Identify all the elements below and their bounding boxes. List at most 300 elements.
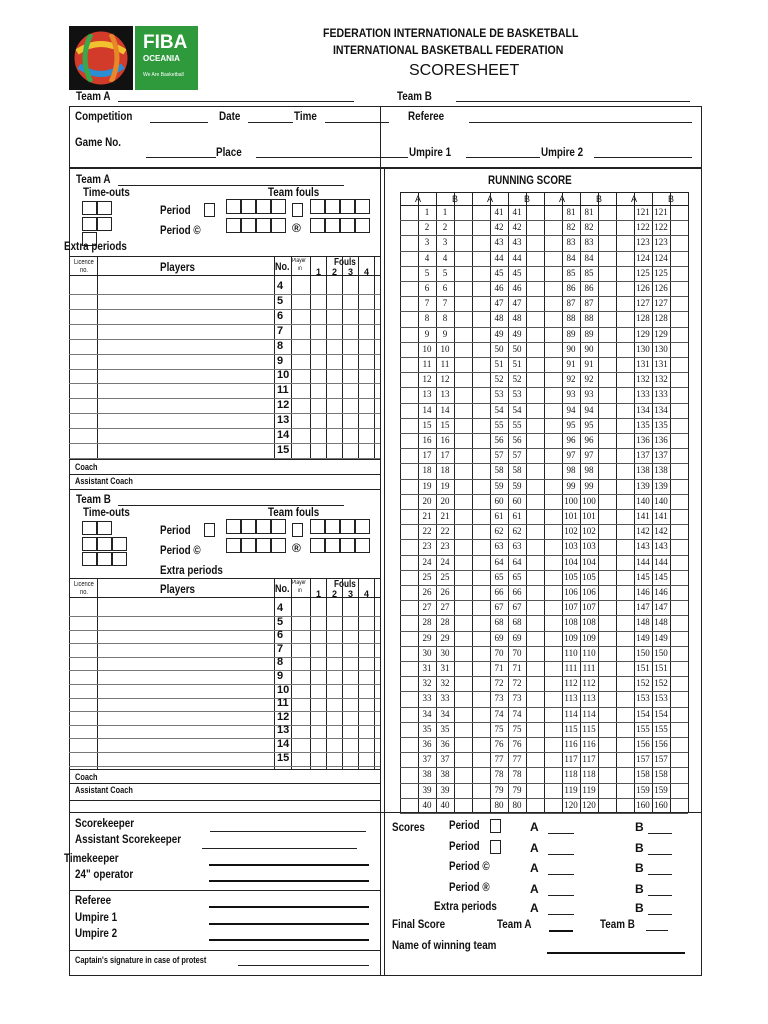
score-cell-a[interactable]: 91 [566, 359, 576, 369]
score-cell-a[interactable]: 150 [636, 647, 650, 658]
score-cell-b[interactable]: 142 [654, 526, 668, 537]
score-cell-b[interactable]: 127 [654, 298, 668, 309]
timeout-box[interactable] [97, 552, 112, 566]
score-cell-b[interactable]: 77 [512, 754, 522, 765]
score-cell-b[interactable]: 82 [584, 222, 594, 233]
score-cell-b[interactable]: 145 [654, 571, 668, 582]
score-cell-a[interactable]: 76 [494, 739, 504, 749]
score-cell-a[interactable]: 77 [494, 754, 504, 765]
score-cell-b[interactable]: 19 [440, 480, 450, 491]
score-cell-b[interactable]: 44 [512, 252, 522, 263]
score-cell-b[interactable]: 154 [654, 708, 668, 719]
score-cell-a[interactable]: 156 [636, 739, 650, 749]
score-cell-a[interactable]: 39 [422, 784, 432, 795]
score-cell-b[interactable]: 157 [654, 754, 668, 765]
score-cell-a[interactable]: 116 [564, 739, 578, 749]
score-cell-b[interactable]: 73 [512, 693, 522, 704]
score-cell-a[interactable]: 122 [636, 222, 650, 233]
score-cell-a[interactable]: 117 [564, 754, 578, 765]
score-cell-b[interactable]: 37 [440, 754, 450, 765]
score-cell-a[interactable]: 158 [636, 769, 650, 780]
score-cell-a[interactable]: 80 [494, 799, 504, 810]
score-cell-b[interactable]: 78 [512, 769, 522, 780]
score-cell-b[interactable]: 51 [512, 359, 522, 369]
score-cell-a[interactable]: 105 [564, 571, 578, 582]
score-cell-b[interactable]: 129 [654, 328, 668, 339]
score-cell-b[interactable]: 150 [654, 647, 668, 658]
timeout-box[interactable] [97, 521, 112, 535]
score-cell-b[interactable]: 84 [584, 252, 594, 263]
score-cell-b[interactable]: 121 [654, 207, 668, 217]
timeout-box[interactable] [97, 217, 112, 231]
score-cell-b[interactable]: 34 [440, 708, 450, 719]
score-cell-a[interactable]: 65 [494, 571, 504, 582]
score-cell-a[interactable]: 5 [424, 267, 430, 278]
score-cell-b[interactable]: 12 [440, 374, 450, 385]
score-cell-a[interactable]: 66 [494, 587, 504, 597]
score-cell-b[interactable]: 13 [440, 389, 450, 400]
score-cell-a[interactable]: 19 [422, 480, 432, 491]
score-cell-a[interactable]: 72 [494, 678, 504, 689]
team-foul-box[interactable] [241, 519, 256, 534]
score-cell-b[interactable]: 88 [584, 313, 594, 324]
score-cell-b[interactable]: 61 [512, 511, 522, 521]
score-cell-a[interactable]: 130 [636, 343, 650, 354]
score-cell-b[interactable]: 124 [654, 252, 668, 263]
score-cell-b[interactable]: 38 [440, 769, 450, 780]
score-cell-a[interactable]: 137 [636, 450, 650, 461]
score-cell-a[interactable]: 49 [494, 328, 504, 339]
score-cell-b[interactable]: 148 [654, 617, 668, 628]
score-cell-a[interactable]: 90 [566, 343, 576, 354]
score-cell-a[interactable]: 93 [566, 389, 576, 400]
score-cell-a[interactable]: 125 [636, 267, 650, 278]
score-cell-b[interactable]: 122 [654, 222, 668, 233]
score-cell-b[interactable]: 60 [512, 495, 522, 506]
score-cell-a[interactable]: 104 [564, 556, 578, 567]
score-cell-a[interactable]: 152 [636, 678, 650, 689]
score-cell-a[interactable]: 59 [494, 480, 504, 491]
score-cell-b[interactable]: 105 [582, 571, 596, 582]
timeout-box[interactable] [112, 552, 127, 566]
score-cell-b[interactable]: 71 [512, 663, 522, 673]
score-cell-b[interactable]: 91 [584, 359, 594, 369]
team-foul-box[interactable] [241, 538, 256, 553]
score-cell-a[interactable]: 126 [636, 283, 650, 293]
score-cell-a[interactable]: 56 [494, 435, 504, 445]
score-cell-b[interactable]: 57 [512, 450, 522, 461]
score-cell-b[interactable]: 76 [512, 739, 522, 749]
score-cell-b[interactable]: 63 [512, 541, 522, 552]
score-cell-b[interactable]: 130 [654, 343, 668, 354]
period-box[interactable] [490, 819, 501, 833]
score-cell-b[interactable]: 153 [654, 693, 668, 704]
score-cell-a[interactable]: 2 [424, 222, 430, 233]
score-cell-b[interactable]: 112 [582, 678, 596, 689]
score-cell-a[interactable]: 121 [636, 207, 650, 217]
score-cell-b[interactable]: 56 [512, 435, 522, 445]
timeout-box[interactable] [97, 537, 112, 551]
score-cell-b[interactable]: 3 [442, 237, 448, 248]
score-cell-b[interactable]: 146 [654, 587, 668, 597]
score-cell-a[interactable]: 159 [636, 784, 650, 795]
team-foul-box[interactable] [310, 519, 325, 534]
score-cell-b[interactable]: 97 [584, 450, 594, 461]
score-cell-a[interactable]: 44 [494, 252, 504, 263]
score-cell-b[interactable]: 92 [584, 374, 594, 385]
score-cell-b[interactable]: 50 [512, 343, 522, 354]
score-cell-b[interactable]: 33 [440, 693, 450, 704]
score-cell-a[interactable]: 60 [494, 495, 504, 506]
score-cell-a[interactable]: 113 [564, 693, 578, 704]
score-cell-a[interactable]: 8 [424, 313, 430, 324]
score-cell-a[interactable]: 96 [566, 435, 576, 445]
score-cell-a[interactable]: 108 [564, 617, 578, 628]
score-cell-a[interactable]: 15 [422, 419, 432, 430]
team-foul-box[interactable] [226, 218, 241, 233]
score-cell-b[interactable]: 128 [654, 313, 668, 324]
timeout-box[interactable] [82, 521, 97, 535]
team-foul-box[interactable] [241, 199, 256, 214]
score-cell-a[interactable]: 40 [422, 799, 432, 810]
team-foul-box[interactable] [355, 519, 370, 534]
score-cell-a[interactable]: 73 [494, 693, 504, 704]
team-foul-box[interactable] [271, 218, 286, 233]
score-cell-a[interactable]: 10 [422, 343, 432, 354]
score-cell-a[interactable]: 4 [424, 252, 430, 263]
score-cell-b[interactable]: 55 [512, 419, 522, 430]
score-cell-b[interactable]: 141 [654, 511, 668, 521]
score-cell-a[interactable]: 11 [422, 359, 432, 369]
score-cell-b[interactable]: 31 [440, 663, 450, 673]
score-cell-a[interactable]: 55 [494, 419, 504, 430]
score-cell-b[interactable]: 109 [582, 632, 596, 643]
score-cell-a[interactable]: 160 [636, 799, 650, 810]
score-cell-a[interactable]: 46 [494, 283, 504, 293]
score-cell-b[interactable]: 64 [512, 556, 522, 567]
score-cell-b[interactable]: 2 [442, 222, 448, 233]
score-cell-a[interactable]: 119 [564, 784, 578, 795]
score-cell-a[interactable]: 147 [636, 602, 650, 613]
score-cell-a[interactable]: 16 [422, 435, 432, 445]
score-cell-b[interactable]: 45 [512, 267, 522, 278]
team-foul-box[interactable] [340, 199, 355, 214]
score-cell-b[interactable]: 39 [440, 784, 450, 795]
team-foul-box[interactable] [256, 519, 271, 534]
score-cell-b[interactable]: 152 [654, 678, 668, 689]
score-cell-b[interactable]: 93 [584, 389, 594, 400]
score-cell-b[interactable]: 118 [582, 769, 596, 780]
score-cell-a[interactable]: 120 [564, 799, 578, 810]
score-cell-a[interactable]: 128 [636, 313, 650, 324]
score-cell-b[interactable]: 89 [584, 328, 594, 339]
score-cell-b[interactable]: 54 [512, 404, 522, 415]
score-cell-b[interactable]: 53 [512, 389, 522, 400]
score-cell-a[interactable]: 138 [636, 465, 650, 476]
team-foul-box[interactable] [256, 199, 271, 214]
score-cell-a[interactable]: 129 [636, 328, 650, 339]
score-cell-b[interactable]: 160 [654, 799, 668, 810]
score-cell-a[interactable]: 92 [566, 374, 576, 385]
score-cell-b[interactable]: 117 [582, 754, 596, 765]
score-cell-b[interactable]: 99 [584, 480, 594, 491]
score-cell-b[interactable]: 4 [442, 252, 448, 263]
score-cell-b[interactable]: 81 [584, 207, 594, 217]
score-cell-b[interactable]: 126 [654, 283, 668, 293]
score-cell-a[interactable]: 62 [494, 526, 504, 537]
score-cell-b[interactable]: 100 [582, 495, 596, 506]
score-cell-b[interactable]: 70 [512, 647, 522, 658]
score-cell-a[interactable]: 107 [564, 602, 578, 613]
score-cell-a[interactable]: 32 [422, 678, 432, 689]
score-cell-b[interactable]: 103 [582, 541, 596, 552]
score-cell-a[interactable]: 98 [566, 465, 576, 476]
score-cell-a[interactable]: 85 [566, 267, 576, 278]
score-cell-a[interactable]: 47 [494, 298, 504, 309]
score-cell-b[interactable]: 30 [440, 647, 450, 658]
score-cell-b[interactable]: 7 [442, 298, 448, 309]
score-cell-b[interactable]: 43 [512, 237, 522, 248]
team-foul-box[interactable] [325, 538, 340, 553]
score-cell-b[interactable]: 119 [582, 784, 596, 795]
score-cell-a[interactable]: 61 [494, 511, 504, 521]
score-cell-a[interactable]: 25 [422, 571, 432, 582]
score-cell-a[interactable]: 69 [494, 632, 504, 643]
score-cell-b[interactable]: 147 [654, 602, 668, 613]
score-cell-a[interactable]: 151 [636, 663, 650, 673]
score-cell-a[interactable]: 141 [636, 511, 650, 521]
score-cell-b[interactable]: 6 [442, 283, 448, 293]
score-cell-b[interactable]: 158 [654, 769, 668, 780]
score-cell-a[interactable]: 1 [424, 207, 430, 217]
score-cell-b[interactable]: 133 [654, 389, 668, 400]
score-cell-b[interactable]: 132 [654, 374, 668, 385]
score-cell-a[interactable]: 103 [564, 541, 578, 552]
score-cell-a[interactable]: 123 [636, 237, 650, 248]
score-cell-b[interactable]: 114 [582, 708, 596, 719]
score-cell-a[interactable]: 70 [494, 647, 504, 658]
score-cell-b[interactable]: 140 [654, 495, 668, 506]
score-cell-b[interactable]: 137 [654, 450, 668, 461]
score-cell-a[interactable]: 23 [422, 541, 432, 552]
score-cell-b[interactable]: 159 [654, 784, 668, 795]
score-cell-b[interactable]: 23 [440, 541, 450, 552]
score-cell-b[interactable]: 59 [512, 480, 522, 491]
score-cell-a[interactable]: 153 [636, 693, 650, 704]
score-cell-b[interactable]: 15 [440, 419, 450, 430]
timeout-box[interactable] [82, 217, 97, 231]
score-cell-a[interactable]: 132 [636, 374, 650, 385]
score-cell-a[interactable]: 22 [422, 526, 432, 537]
score-cell-b[interactable]: 86 [584, 283, 594, 293]
score-cell-a[interactable]: 71 [494, 663, 504, 673]
score-cell-a[interactable]: 97 [566, 450, 576, 461]
score-cell-b[interactable]: 49 [512, 328, 522, 339]
score-cell-a[interactable]: 42 [494, 222, 504, 233]
score-cell-b[interactable]: 139 [654, 480, 668, 491]
score-cell-b[interactable]: 143 [654, 541, 668, 552]
score-cell-a[interactable]: 12 [422, 374, 432, 385]
score-cell-a[interactable]: 48 [494, 313, 504, 324]
timeout-box[interactable] [82, 201, 97, 215]
score-cell-a[interactable]: 102 [564, 526, 578, 537]
score-cell-a[interactable]: 37 [422, 754, 432, 765]
score-cell-a[interactable]: 28 [422, 617, 432, 628]
score-cell-a[interactable]: 21 [422, 511, 432, 521]
score-cell-b[interactable]: 156 [654, 739, 668, 749]
score-cell-b[interactable]: 110 [582, 647, 596, 658]
timeout-box[interactable] [82, 537, 97, 551]
score-cell-a[interactable]: 7 [424, 298, 430, 309]
score-cell-b[interactable]: 21 [440, 511, 450, 521]
score-cell-b[interactable]: 125 [654, 267, 668, 278]
score-cell-a[interactable]: 51 [494, 359, 504, 369]
team-foul-box[interactable] [340, 538, 355, 553]
score-cell-b[interactable]: 68 [512, 617, 522, 628]
score-cell-b[interactable]: 14 [440, 404, 450, 415]
score-cell-a[interactable]: 143 [636, 541, 650, 552]
team-foul-box[interactable] [271, 199, 286, 214]
score-cell-b[interactable]: 83 [584, 237, 594, 248]
score-cell-a[interactable]: 26 [422, 587, 432, 597]
score-cell-a[interactable]: 14 [422, 404, 432, 415]
score-cell-b[interactable]: 52 [512, 374, 522, 385]
score-cell-b[interactable]: 40 [440, 799, 450, 810]
score-b-field[interactable] [648, 874, 672, 875]
team-foul-box[interactable] [355, 218, 370, 233]
score-cell-b[interactable]: 131 [654, 359, 668, 369]
score-cell-b[interactable]: 85 [584, 267, 594, 278]
score-a-field[interactable] [548, 854, 574, 855]
team-foul-box[interactable] [271, 519, 286, 534]
score-cell-b[interactable]: 32 [440, 678, 450, 689]
score-cell-a[interactable]: 89 [566, 328, 576, 339]
score-cell-a[interactable]: 88 [566, 313, 576, 324]
team-foul-box[interactable] [355, 538, 370, 553]
score-cell-a[interactable]: 54 [494, 404, 504, 415]
score-cell-a[interactable]: 63 [494, 541, 504, 552]
score-cell-b[interactable]: 9 [442, 328, 448, 339]
score-cell-a[interactable]: 145 [636, 571, 650, 582]
score-cell-a[interactable]: 100 [564, 495, 578, 506]
score-cell-b[interactable]: 94 [584, 404, 594, 415]
score-a-field[interactable] [548, 833, 574, 834]
score-cell-b[interactable]: 107 [582, 602, 596, 613]
score-cell-a[interactable]: 38 [422, 769, 432, 780]
period-box[interactable] [490, 840, 501, 854]
period-box[interactable] [204, 203, 215, 217]
score-cell-a[interactable]: 95 [566, 419, 576, 430]
team-foul-box[interactable] [340, 218, 355, 233]
score-cell-b[interactable]: 108 [582, 617, 596, 628]
score-cell-b[interactable]: 96 [584, 435, 594, 445]
score-b-field[interactable] [648, 914, 672, 915]
score-cell-a[interactable]: 83 [566, 237, 576, 248]
score-cell-a[interactable]: 87 [566, 298, 576, 309]
score-cell-b[interactable]: 25 [440, 571, 450, 582]
score-cell-b[interactable]: 98 [584, 465, 594, 476]
score-cell-a[interactable]: 36 [422, 739, 432, 749]
score-cell-a[interactable]: 41 [494, 207, 504, 217]
score-cell-a[interactable]: 45 [494, 267, 504, 278]
score-cell-b[interactable]: 106 [582, 587, 596, 597]
score-cell-a[interactable]: 50 [494, 343, 504, 354]
score-cell-b[interactable]: 136 [654, 435, 668, 445]
score-cell-b[interactable]: 95 [584, 419, 594, 430]
score-cell-b[interactable]: 17 [440, 450, 450, 461]
score-cell-a[interactable]: 3 [424, 237, 430, 248]
score-cell-a[interactable]: 134 [636, 404, 650, 415]
score-cell-a[interactable]: 13 [422, 389, 432, 400]
score-cell-b[interactable]: 28 [440, 617, 450, 628]
score-cell-b[interactable]: 36 [440, 739, 450, 749]
score-cell-b[interactable]: 46 [512, 283, 522, 293]
score-cell-b[interactable]: 16 [440, 435, 450, 445]
score-cell-b[interactable]: 58 [512, 465, 522, 476]
score-cell-a[interactable]: 148 [636, 617, 650, 628]
score-cell-b[interactable]: 135 [654, 419, 668, 430]
score-cell-a[interactable]: 133 [636, 389, 650, 400]
score-cell-b[interactable]: 134 [654, 404, 668, 415]
score-cell-b[interactable]: 115 [582, 723, 596, 734]
score-cell-a[interactable]: 136 [636, 435, 650, 445]
score-cell-b[interactable]: 87 [584, 298, 594, 309]
score-cell-a[interactable]: 53 [494, 389, 504, 400]
score-b-field[interactable] [648, 854, 672, 855]
score-cell-a[interactable]: 6 [424, 283, 430, 293]
score-cell-a[interactable]: 144 [636, 556, 650, 567]
score-cell-b[interactable]: 74 [512, 708, 522, 719]
score-cell-b[interactable]: 120 [582, 799, 596, 810]
score-cell-a[interactable]: 127 [636, 298, 650, 309]
score-cell-a[interactable]: 157 [636, 754, 650, 765]
score-cell-b[interactable]: 69 [512, 632, 522, 643]
score-cell-a[interactable]: 82 [566, 222, 576, 233]
score-cell-b[interactable]: 66 [512, 587, 522, 597]
score-cell-b[interactable]: 113 [582, 693, 596, 704]
score-cell-a[interactable]: 30 [422, 647, 432, 658]
score-cell-a[interactable]: 29 [422, 632, 432, 643]
score-cell-b[interactable]: 29 [440, 632, 450, 643]
score-cell-a[interactable]: 43 [494, 237, 504, 248]
score-cell-a[interactable]: 112 [564, 678, 578, 689]
score-cell-a[interactable]: 114 [564, 708, 578, 719]
score-cell-a[interactable]: 94 [566, 404, 576, 415]
score-cell-b[interactable]: 79 [512, 784, 522, 795]
score-cell-b[interactable]: 123 [654, 237, 668, 248]
score-cell-b[interactable]: 101 [582, 511, 596, 521]
score-cell-a[interactable]: 110 [564, 647, 578, 658]
score-cell-b[interactable]: 8 [442, 313, 448, 324]
timeout-box[interactable] [97, 201, 112, 215]
score-cell-a[interactable]: 111 [564, 663, 578, 673]
score-cell-b[interactable]: 47 [512, 298, 522, 309]
score-cell-b[interactable]: 67 [512, 602, 522, 613]
score-cell-a[interactable]: 86 [566, 283, 576, 293]
score-cell-b[interactable]: 18 [440, 465, 450, 476]
score-cell-b[interactable]: 102 [582, 526, 596, 537]
score-cell-a[interactable]: 154 [636, 708, 650, 719]
score-cell-b[interactable]: 22 [440, 526, 450, 537]
score-cell-b[interactable]: 144 [654, 556, 668, 567]
score-cell-b[interactable]: 48 [512, 313, 522, 324]
team-foul-box[interactable] [310, 199, 325, 214]
score-cell-a[interactable]: 131 [636, 359, 650, 369]
score-b-field[interactable] [648, 833, 672, 834]
score-cell-a[interactable]: 57 [494, 450, 504, 461]
score-cell-b[interactable]: 116 [582, 739, 596, 749]
score-cell-a[interactable]: 31 [422, 663, 432, 673]
